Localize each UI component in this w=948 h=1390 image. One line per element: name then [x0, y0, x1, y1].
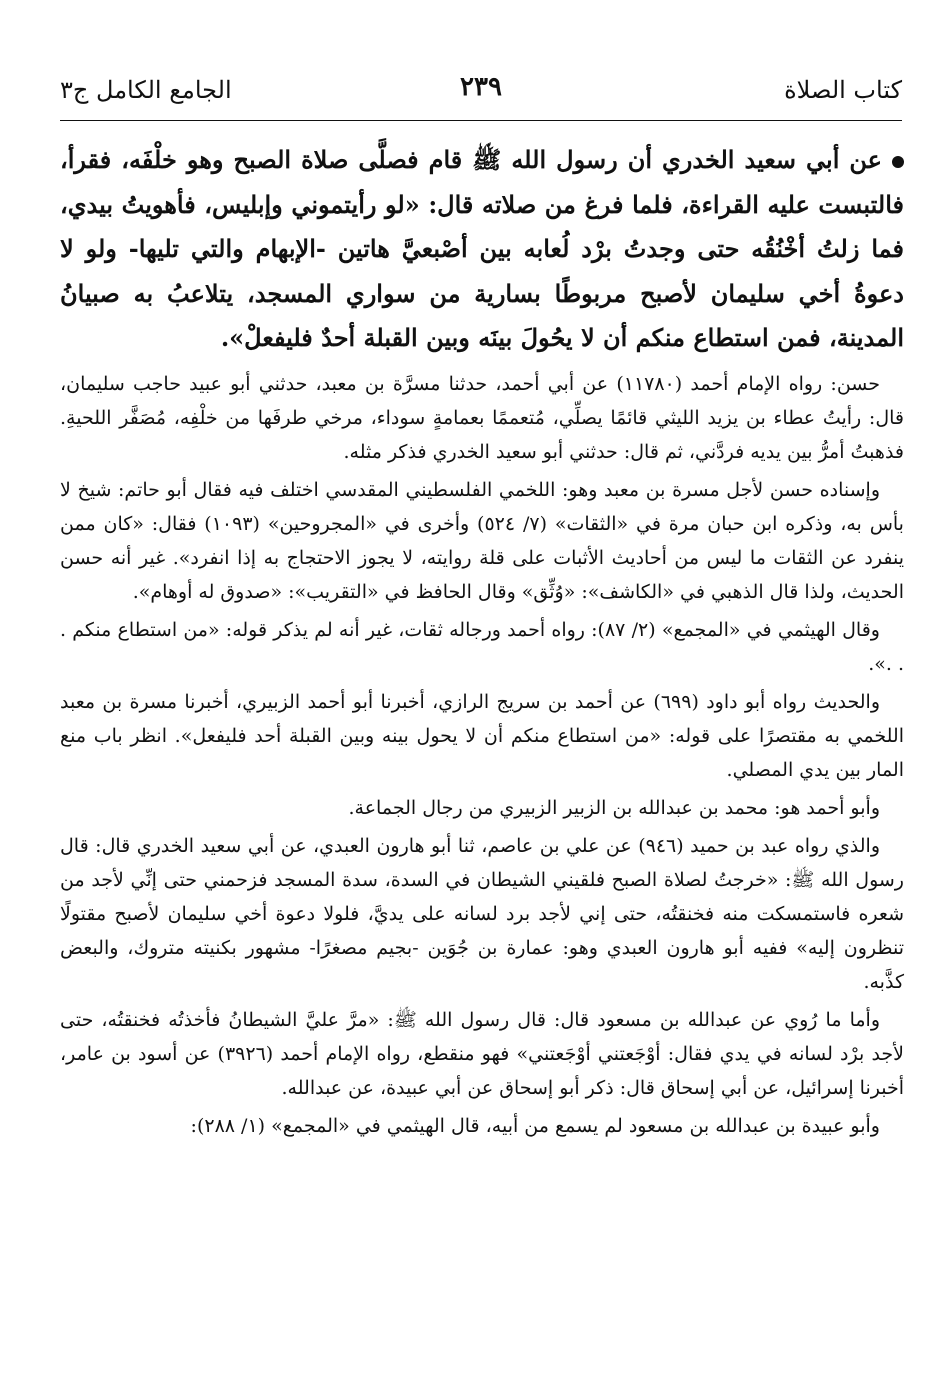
page-body [60, 138, 904, 1147]
page-number: ٢٣٩ [460, 72, 502, 102]
commentary-paragraph: وأبو أحمد هو: محمد بن عبدالله بن الزبير الزبيري من رجال الجماعة. [348, 796, 880, 819]
commentary-paragraph: والذي رواه عبد بن حميد (٩٤٦) عن علي بن عاصم، ثنا أبو هارون العبدي، عن أبي سعيد الخدري قال: قال رسول الله ﷺ: «خرجتُ لصلاة الصبح فلقيني الشيطان في السدة، سدة المسجد فزحمني حتى إنِّي لأجد من شعره فاستمسكت منه فخنقتُه، حتى إني لأجد برد لسانه على يديَّ، فلولا دعوة أخي سليمان لأصبح مقتولًا تنظرون إليه» ففيه أبو هارون العبدي وهو: عمارة بن جُوَين -بجيم مصغرًا- مشهور بكنيته متروك، والبعض كذَّبه. [60, 834, 904, 993]
page-header [60, 70, 902, 116]
hadith-text [60, 138, 904, 361]
header-rule [60, 120, 902, 121]
bullet-icon [892, 156, 904, 168]
commentary-paragraph: وأبو عبيدة بن عبدالله بن مسعود لم يسمع من أبيه، قال الهيثمي في «المجمع» (١/ ٢٨٨): [190, 1114, 880, 1137]
running-head-title: الجامع الكامل ج٣ [60, 76, 232, 104]
hadith-body: عن أبي سعيد الخدري أن رسول الله ﷺ قام فصلَّى صلاة الصبح وهو خلْفَه، فقرأ، فالتبست عليه القراءة، فلما فرغ من صلاته قال: «لو رأيتموني وإبليس، فأهويتُ بيدي، فما زلتُ أخْنُقُه حتى وجدتُ برْد لُعابه بين أصْبعيَّ هاتين -الإبهام والتي تليها- ولو لا دعوةُ أخي سليمان لأصبح مربوطًا بسارية من سواري المسجد، يتلاعبُ به صبيانُ المدينة، فمن استطاع منكم أن لا يحُولَ بينَه وبين القبلة أحدٌ فليفعلْ». [60, 145, 904, 353]
commentary-paragraph: حسن: رواه الإمام أحمد (١١٧٨٠) عن أبي أحمد، حدثنا مسرَّة بن معبد، حدثني أبو عبيد حاجب سليمان، قال: رأيتُ عطاء بن يزيد الليثي قائمًا يصلِّي، مُتعممًا بعمامةٍ سوداء، مرخي طرفَها من خلْفِه، مُصَفَّر اللحيةِ. فذهبتُ أمرُّ بين يديه فردَّني، ثم قال: حدثني أبو سعيد الخدري فذكر مثله. [60, 372, 904, 463]
commentary-paragraph: وأما ما رُوي عن عبدالله بن مسعود قال: قال رسول الله ﷺ: «مرَّ عليَّ الشيطانُ فأخذتُه فخنقتُه، حتى لأجد برْد لسانه في يدي فقال: أوْجَعتني أوْجَعتني» فهو منقطع، رواه الإمام أحمد (٣٩٢٦) عن أسود بن عامر، أخبرنا إسرائيل، عن أبي إسحاق قال: ذكر أبو إسحاق عن أبي عبيدة، عن عبدالله. [60, 1008, 904, 1099]
running-head-section: كتاب الصلاة [784, 76, 902, 104]
commentary-paragraph: وقال الهيثمي في «المجمع» (٢/ ٨٧): رواه أحمد ورجاله ثقات، غير أنه لم يذكر قوله: «من استطاع منكم . . .». [60, 618, 904, 675]
commentary-paragraph: والحديث رواه أبو داود (٦٩٩) عن أحمد بن سريج الرازي، أخبرنا أبو أحمد الزبيري، أخبرنا مسرة بن معبد اللخمي به مقتصرًا على قوله: «من استطاع منكم أن لا يحول بينه وبين القبلة أحد فليفعل». انظر باب منع المار بين يدي المصلي. [60, 690, 904, 781]
commentary-paragraph: وإسناده حسن لأجل مسرة بن معبد وهو: اللخمي الفلسطيني المقدسي اختلف فيه فقال أبو حاتم: شيخ لا بأس به، وذكره ابن حبان مرة في «الثقات» (٧/ ٥٢٤) وأخرى في «المجروحين» (١٠٩٣) فقال: «كان ممن ينفرد عن الثقات ما ليس من أحاديث الأثبات على قلة روايته، لا يجوز الاحتجاج به إذا انفرد». غير أنه حسن الحديث، ولذا قال الذهبي في «الكاشف»: «وُثِّق» وقال الحافظ في «التقريب»: «صدوق له أوهام». [60, 478, 904, 603]
